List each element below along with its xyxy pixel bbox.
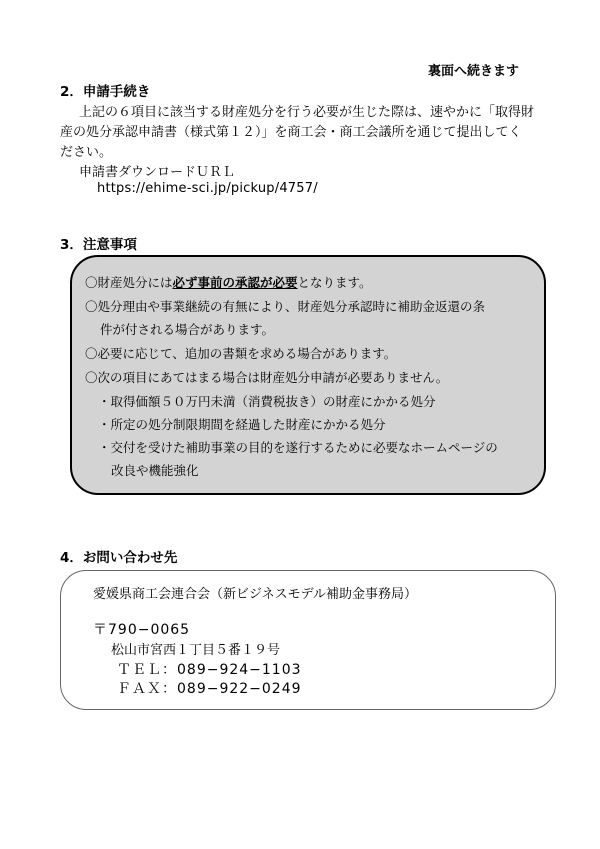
contact-postal: 〒790−0065: [93, 622, 191, 638]
exemption-item-2: ・所定の処分制限期間を経過した財産にかかる処分: [98, 417, 386, 432]
caution-item-2-line-1: 〇処分理由や事業継続の有無により、財産処分承認時に補助金返還の条: [85, 299, 486, 314]
download-url-link[interactable]: https://ehime-sci.jp/pickup/4757/: [97, 181, 318, 196]
continue-note: 裏面へ続きます: [428, 64, 520, 79]
caution-item-1-emphasis: 必ず事前の承認が必要: [172, 275, 298, 290]
caution-item-2-line-2: 件が付される場合があります。: [100, 322, 275, 337]
exemption-item-1: ・取得価額５０万円未満（消費税抜き）の財産にかかる処分: [98, 394, 436, 409]
contact-org: 愛媛県商工会連合会（新ビジネスモデル補助金事務局）: [93, 587, 417, 602]
caution-item-3: 〇必要に応じて、追加の書類を求める場合があります。: [85, 346, 397, 361]
section2-line-1: 上記の６項目に該当する財産処分を行う必要が生じた際は、速やかに「取得財: [79, 105, 535, 120]
section2-line-3: ださい。: [60, 145, 113, 160]
caution-item-1-prefix: 〇財産処分には: [85, 275, 173, 290]
caution-item-1-suffix: となります。: [297, 275, 372, 290]
exemption-item-3-line-2: 改良や機能強化: [111, 463, 199, 478]
section3-heading: 3．注意事項: [60, 237, 137, 253]
download-label: 申請書ダウンロードＵＲＬ: [79, 165, 236, 180]
caution-item-4: 〇次の項目にあてはまる場合は財産処分申請が必要ありません。: [85, 370, 449, 385]
caution-item-1: [85, 273, 372, 291]
section2-line-2: 産の処分承認申請書（様式第１２）」を商工会・商工会議所を通じて提出してく: [60, 125, 522, 140]
contact-address: 松山市宮西１丁目５番１９号: [111, 643, 281, 658]
exemption-item-3-line-1: ・交付を受けた補助事業の目的を遂行するために必要なホームページの: [98, 440, 498, 455]
contact-fax: ＦＡＸ：089−922−0249: [117, 681, 302, 697]
cautions-box: [70, 255, 546, 495]
contact-box: [60, 570, 556, 710]
section4-heading: 4．お問い合わせ先: [60, 550, 178, 566]
section2-heading: 2．申請手続き: [60, 84, 151, 100]
contact-tel: ＴＥＬ：089−924−1103: [117, 662, 302, 678]
